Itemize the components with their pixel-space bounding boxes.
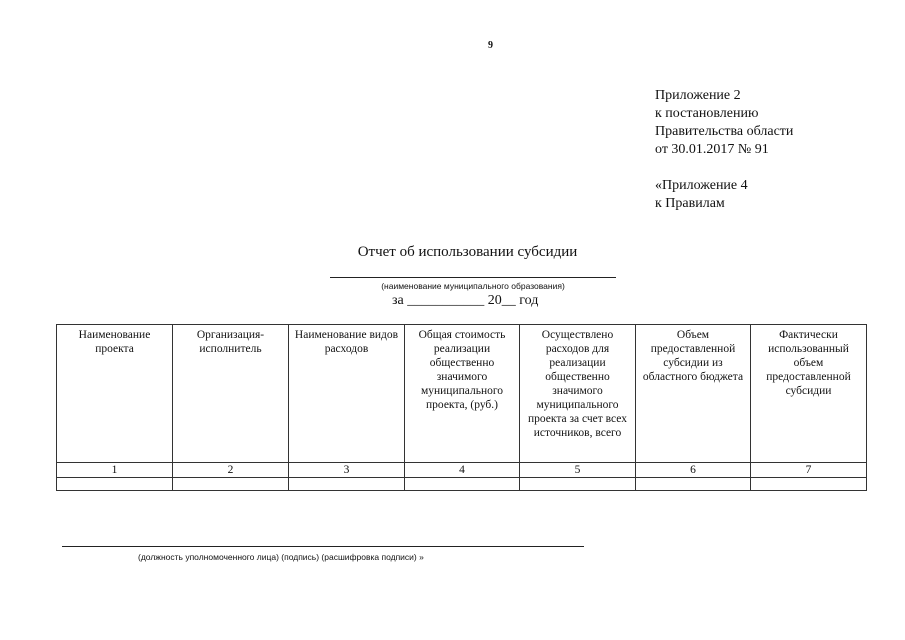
column-header: Наименование видов расходов (289, 325, 405, 463)
table-cell (751, 478, 867, 491)
report-title: Отчет об использовании субсидии (357, 244, 578, 260)
column-number: 7 (751, 463, 867, 478)
table-cell (289, 478, 405, 491)
column-header: Наименование проекта (57, 325, 173, 463)
appendix-line: к Правилам (655, 196, 725, 211)
column-header: Объем предоставленной субсидии из областного бюджета (636, 325, 751, 463)
table-header-row (57, 325, 867, 463)
report-table (56, 324, 867, 491)
column-number: 1 (57, 463, 173, 478)
column-number: 2 (173, 463, 289, 478)
column-header: Осуществлено расходов для реализации общественно значимого муниципального проекта за счет всех источников, всего (520, 325, 636, 463)
column-header: Общая стоимость реализации общественно значимого муниципального проекта, (руб.) (405, 325, 520, 463)
signature-fill-line (62, 546, 584, 547)
table-cell (636, 478, 751, 491)
column-header: Фактически использованный объем предоставленной субсидии (751, 325, 867, 463)
appendix-block (655, 87, 793, 213)
signature-caption: (должность уполномоченного лица) (подпись) (расшифровка подписи) » (138, 552, 424, 562)
appendix-line: от 30.01.2017 № 91 (655, 142, 769, 157)
municipality-caption: (наименование муниципального образования) (381, 281, 565, 291)
appendix-line: «Приложение 4 (655, 178, 748, 193)
column-number: 6 (636, 463, 751, 478)
table-cell (57, 478, 173, 491)
table-cell (520, 478, 636, 491)
column-number: 5 (520, 463, 636, 478)
appendix-spacer (655, 159, 793, 177)
column-header: Организация-исполнитель (173, 325, 289, 463)
table-cell (173, 478, 289, 491)
table-cell (405, 478, 520, 491)
table-row (57, 478, 867, 491)
page-number: 9 (488, 40, 493, 51)
column-number: 3 (289, 463, 405, 478)
appendix-line: Правительства области (655, 124, 794, 139)
column-number-row (57, 463, 867, 478)
appendix-line: к постановлению (655, 106, 759, 121)
municipality-fill-line (330, 277, 616, 278)
report-period: за ___________ 20__ год (392, 293, 539, 308)
column-number: 4 (405, 463, 520, 478)
appendix-line: Приложение 2 (655, 88, 741, 103)
